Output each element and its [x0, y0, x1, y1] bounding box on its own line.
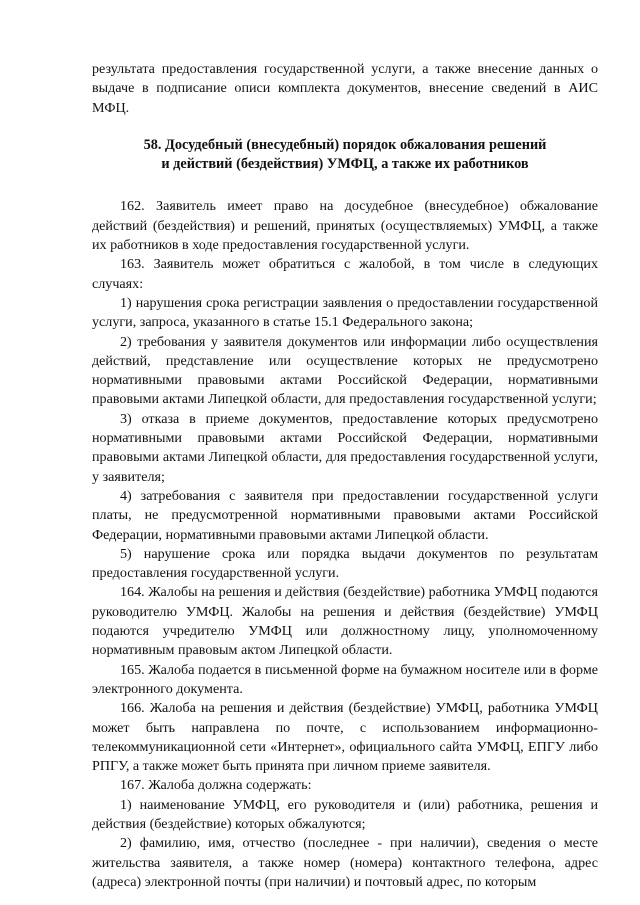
- paragraph-163: 163. Заявитель может обратиться с жалобой, в том числе в следующих случаях:: [92, 256, 598, 292]
- intro-paragraph: результата предоставления государственной услуги, а также внесение данных о выдаче в подписание описи комплекта документов, внесение сведений в АИС МФЦ.: [92, 61, 598, 116]
- paragraph-163-item-4: 4) затребования с заявителя при предоставлении государственной услуги платы, не предусмотренной нормативными правовыми актами Российской Федерации, нормативными правовыми актами Липецкой области.: [92, 487, 598, 543]
- paragraph-166: 166. Жалоба на решения и действия (бездействие) УМФЦ, работника УМФЦ может быть направлена по почте, с использованием информационно-телекоммуникационной сети «Интернет», официального сайта УМФЦ, ЕПГУ либо РПГУ, а также может быть принята при личном приеме заявителя.: [92, 700, 598, 775]
- paragraph-165: 165. Жалоба подается в письменной форме на бумажном носителе или в форме электронного документа.: [92, 661, 598, 697]
- paragraph-167-item-1: 1) наименование УМФЦ, его руководителя и (или) работника, решения и действия (бездействие) которых обжалуются;: [92, 796, 598, 832]
- paragraph-162: 162. Заявитель имеет право на досудебное (внесудебное) обжалование действий (бездействия) и решений, принятых (осуществляемых) УМФЦ, а также их работников в ходе предоставления государственной услуги.: [92, 198, 598, 254]
- document-page: [92, 60, 598, 892]
- paragraph-167: 167. Жалоба должна содержать:: [120, 777, 312, 794]
- paragraph-163-item-5: 5) нарушение срока или порядка выдачи документов по результатам предоставления государственной услуги.: [92, 545, 598, 582]
- section-heading-line-2: и действий (бездействия) УМФЦ, а также их работников: [161, 156, 529, 173]
- paragraph-163-item-3: 3) отказа в приеме документов, предоставление которых предусмотрено нормативными правовыми актами Российской Федерации, нормативными правовыми актами Липецкой области, для предоставления государственной услуги, у заявителя;: [92, 410, 598, 485]
- paragraph-163-item-2: 2) требования у заявителя документов или информации либо осуществления действий, представление или осуществление которых не предусмотрено нормативными правовыми актами Российской Федерации, нормативными правовыми актами Липецкой области, для предоставления государственной услуги;: [92, 333, 598, 408]
- section-heading: [92, 136, 598, 175]
- paragraph-163-item-1: 1) нарушения срока регистрации заявления о предоставлении государственной услуги, запроса, указанного в статье 15.1 Федерального закона;: [92, 294, 598, 331]
- section-heading-line-1: 58. Досудебный (внесудебный) порядок обжалования решений: [143, 136, 547, 153]
- paragraph-167-item-2: 2) фамилию, имя, отчество (последнее - при наличии), сведения о месте жительства заявителя, а также номер (номера) контактного телефона, адрес (адреса) электронной почты (при наличии) и почтовый адрес, по которым: [92, 835, 598, 890]
- paragraph-164: 164. Жалобы на решения и действия (бездействие) работника УМФЦ подаются руководителю УМФЦ. Жалобы на решения и действия (бездействие) УМФЦ подаются учредителю УМФЦ или должностному лицу, уполномоченному нормативным правовым актом Липецкой области.: [92, 584, 598, 659]
